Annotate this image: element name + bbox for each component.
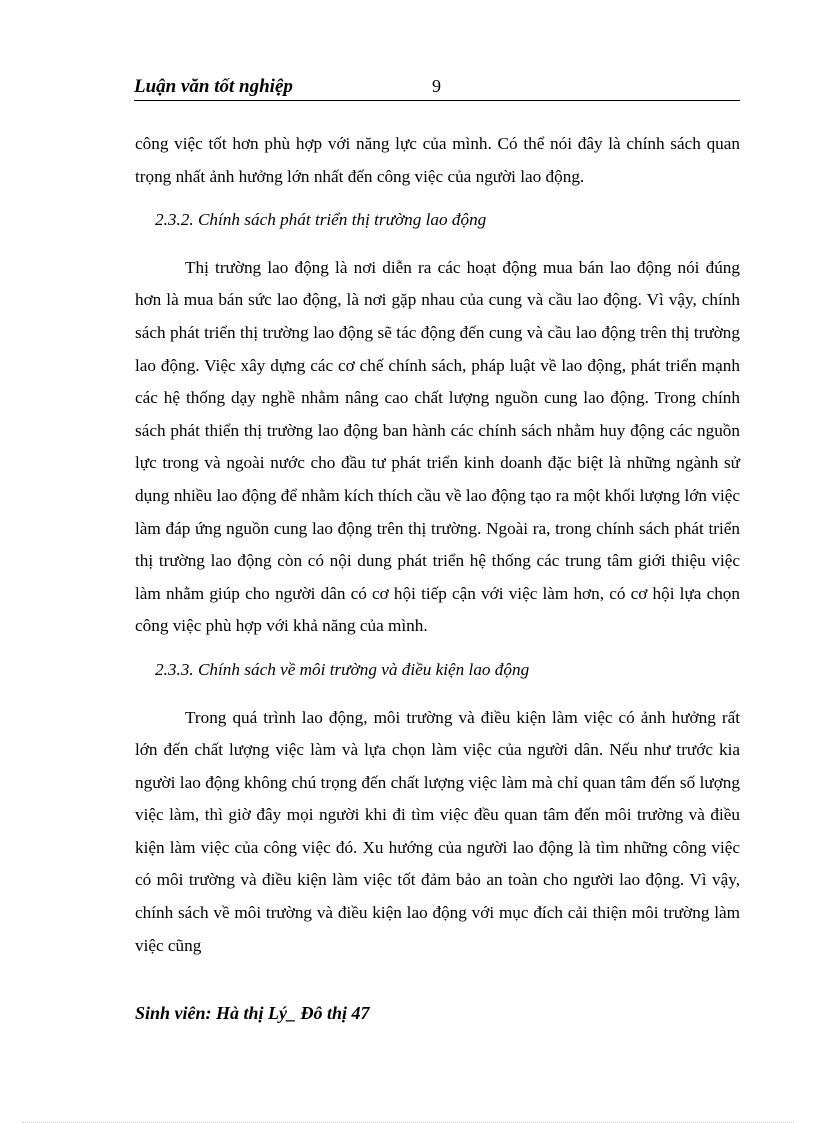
- page-footer: Sinh viên: Hà thị Lý_ Đô thị 47: [135, 1003, 370, 1023]
- page-header: [134, 74, 740, 101]
- paragraph-labor-market: Thị trường lao động là nơi diễn ra các hoạt động mua bán lao động nói đúng hơn là mua bán sức lao động, là nơi gặp nhau của cung và cầu lao động. Vì vậy, chính sách phát triển thị trường lao động sẽ tác động đến cung và cầu lao động trên thị trường lao động. Việc xây dựng các cơ chế chính sách, pháp luật về lao động, phát triển mạnh các hệ thống dạy nghề nhằm nâng cao chất lượng nguồn cung lao động. Trong chính sách phát thiển thị trường lao động ban hành các chính sách nhằm huy động các nguồn lực trong và ngoài nước cho đầu tư phát triển kinh doanh đặc biệt là những ngành sử dụng nhiều lao động để nhằm kích thích cầu về lao động tạo ra một khối lượng lớn việc làm đáp ứng nguồn cung lao động trên thị trường. Ngoài ra, trong chính sách phát triển thị trường lao động còn có nội dung phát triển hệ thống các trung tâm giới thiệu việc làm nhằm giúp cho người dân có cơ hội tiếp cận với việc làm hơn, có cơ hội lựa chọn công việc phù hợp với khả năng của mình.: [135, 257, 740, 636]
- header-title: Luận văn tốt nghiệp: [134, 76, 293, 97]
- section-heading-2-3-2: 2.3.2. Chính sách phát triển thị trường lao động: [155, 210, 487, 230]
- paragraph-continuation: công việc tốt hơn phù hợp với năng lực của mình. Có thể nói đây là chính sách quan trọng nhất ảnh hưởng lớn nhất đến công việc của người lao động.: [135, 134, 740, 186]
- paragraph-work-environment: Trong quá trình lao động, môi trường và điều kiện làm việc có ảnh hưởng rất lớn đến chất lượng việc làm và lựa chọn làm việc của người dân. Nếu như trước kia người lao động không chú trọng đến chất lượng việc làm mà chỉ quan tâm đến số lượng việc làm, thì giờ đây mọi người khi đi tìm việc đều quan tâm đến môi trường và điều kiện làm việc của công việc đó. Xu hướng của người lao động là tìm những công việc có môi trường và điều kiện làm việc tốt đảm bảo an toàn cho người lao động. Vì vậy, chính sách về môi trường và điều kiện lao động với mục đích cải thiện môi trường làm việc cũng: [135, 707, 740, 955]
- section-heading-2-3-3: 2.3.3. Chính sách về môi trường và điều kiện lao động: [155, 659, 530, 679]
- page-number: 9: [432, 76, 441, 96]
- document-body: [135, 128, 740, 962]
